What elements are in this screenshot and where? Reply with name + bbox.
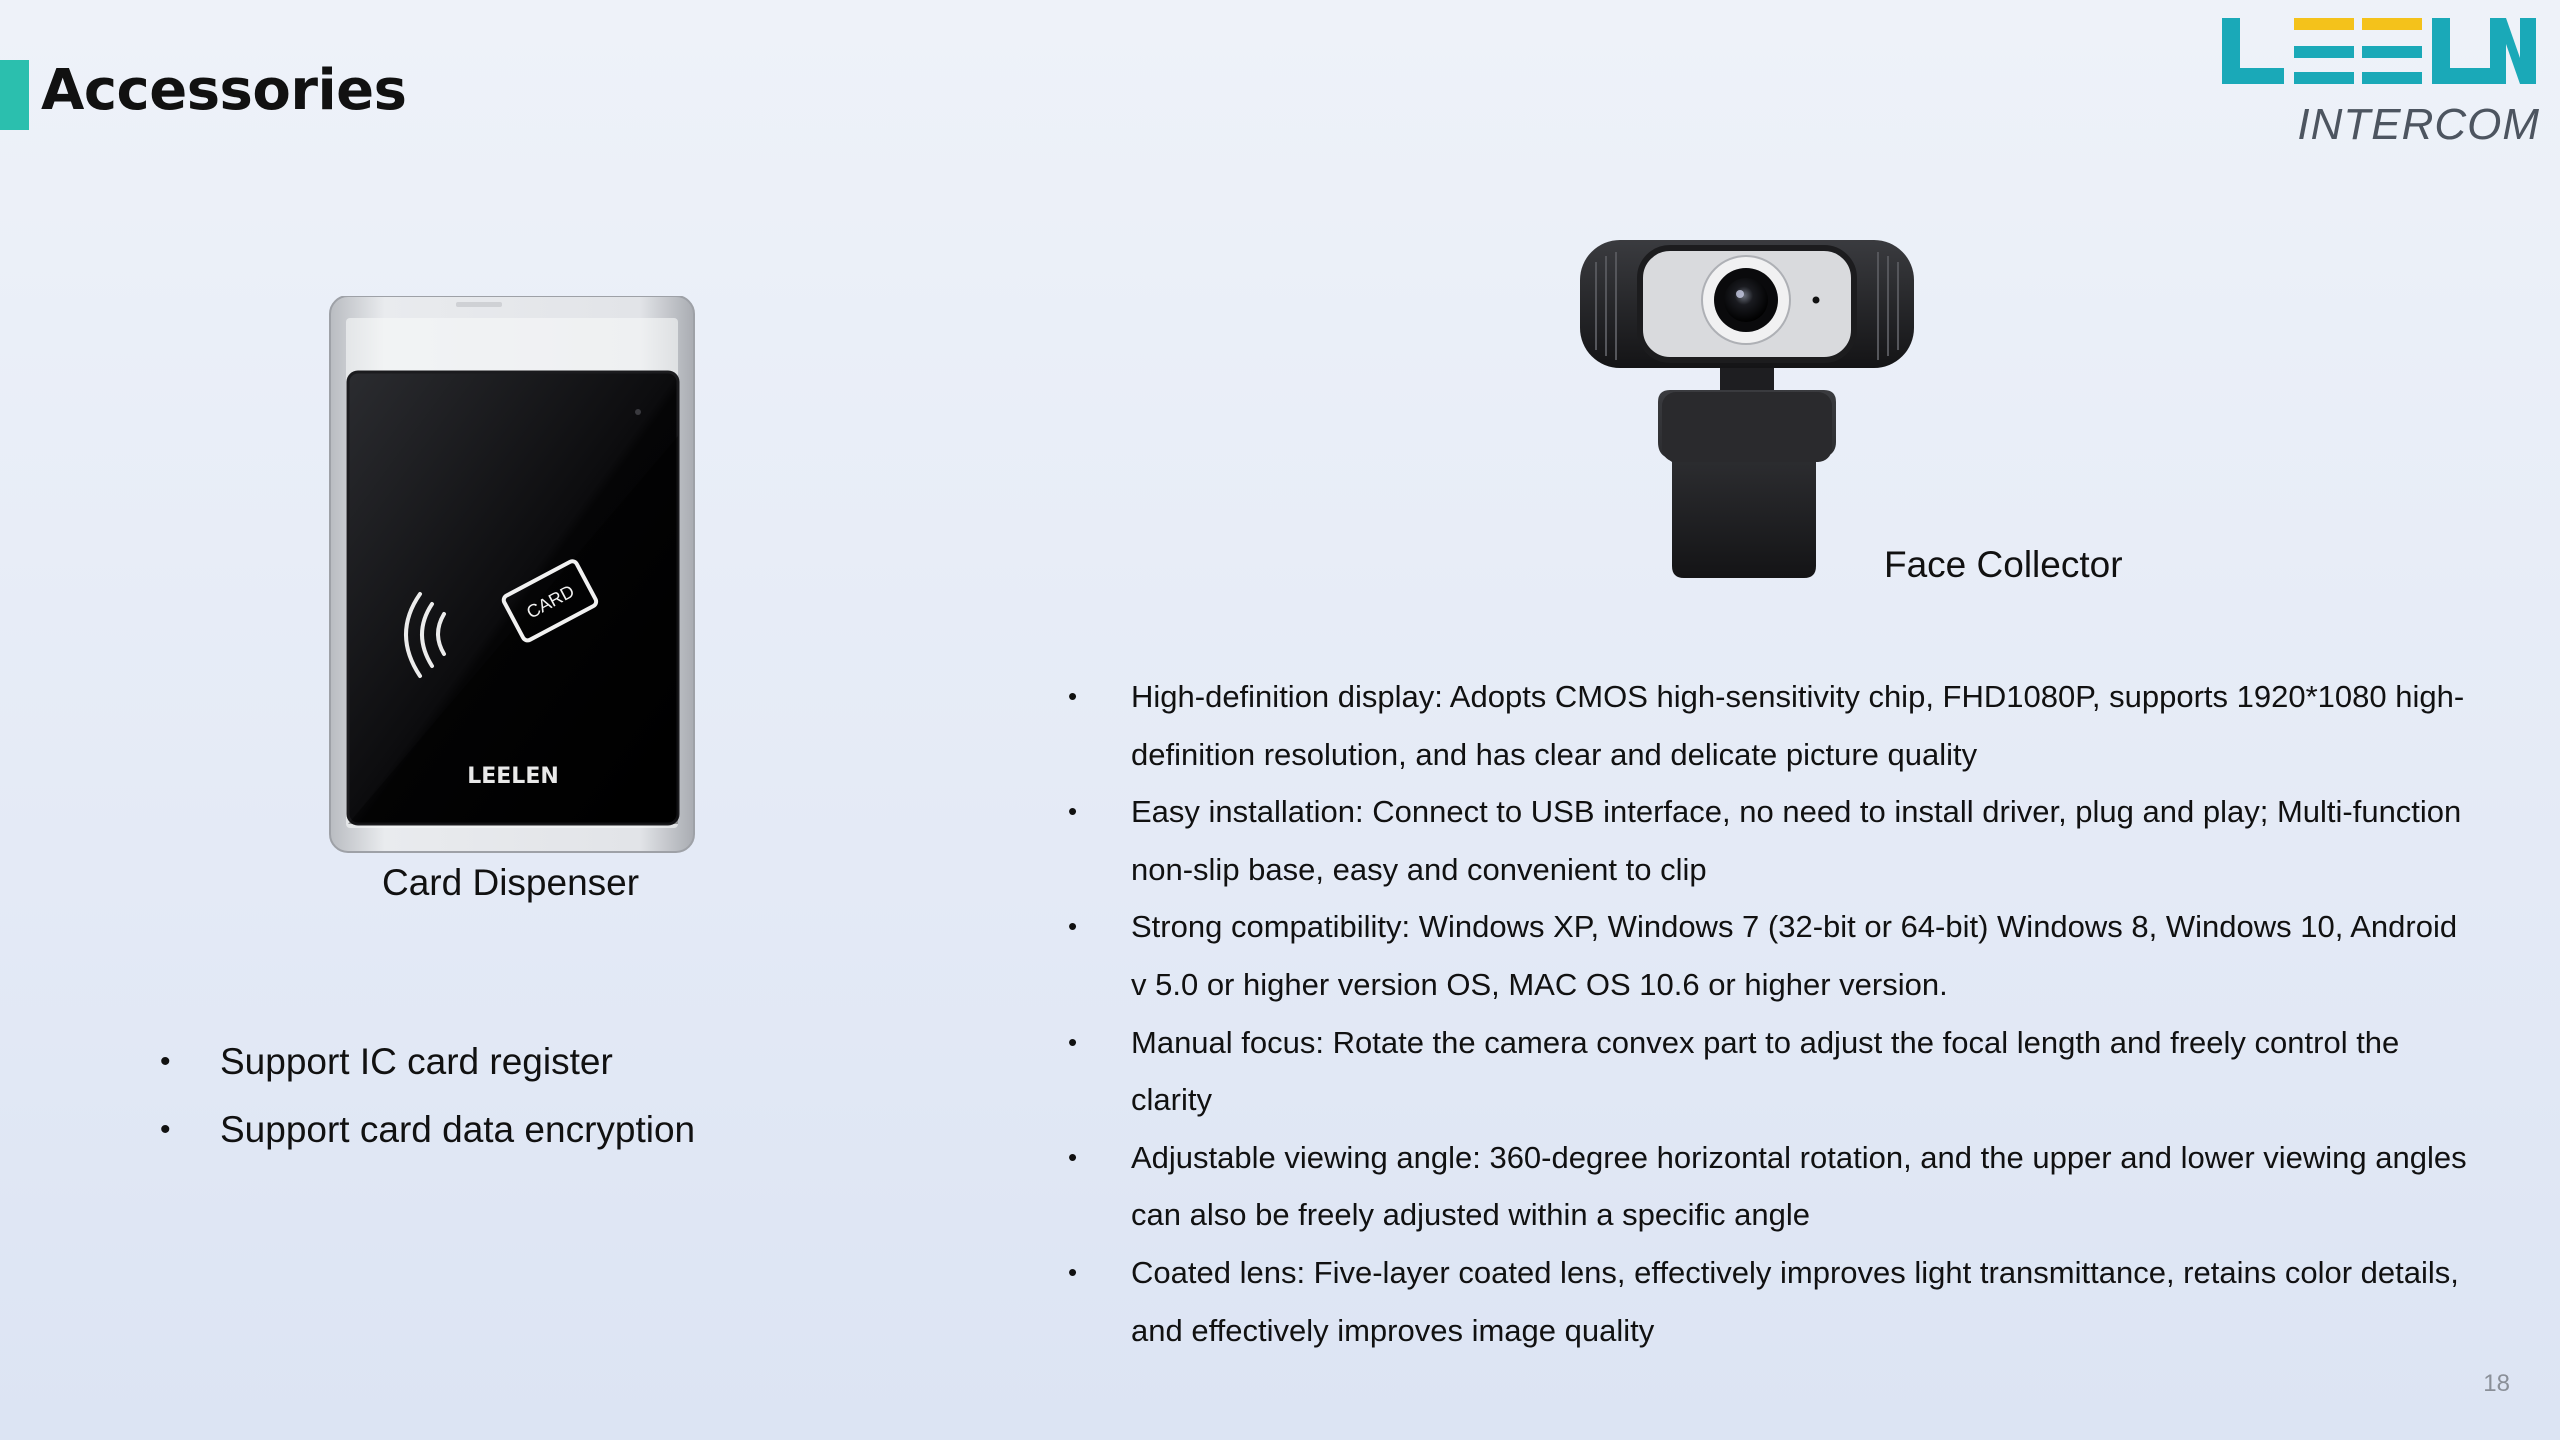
card-dispenser-image <box>326 296 698 856</box>
leelen-brand-mark <box>2218 14 2540 94</box>
face-collector-feature-list <box>1068 668 2468 1359</box>
title-accent-bar <box>0 60 29 130</box>
list-item: • Adjustable viewing angle: 360-degree horizontal rotation, and the upper and lower viewing angles can also be freely adjusted within a specific angle <box>1068 1129 2468 1244</box>
card-dispenser-feature-list <box>160 1028 695 1164</box>
list-item: • Support IC card register <box>160 1028 695 1096</box>
list-item: • Strong compatibility: Windows XP, Windows 7 (32-bit or 64-bit) Windows 8, Windows 10, Android v 5.0 or higher version OS, MAC OS 10.6 or higher version. <box>1068 898 2468 1013</box>
device-brand-label: LEELEN <box>467 764 559 789</box>
leelen-logo <box>2218 14 2540 149</box>
list-item: • Easy installation: Connect to USB interface, no need to install driver, plug and play; Multi-function non-slip base, easy and convenient to clip <box>1068 783 2468 898</box>
page-number: 18 <box>2483 1370 2510 1397</box>
face-collector-image <box>1578 232 1918 592</box>
page-title: Accessories <box>41 58 407 123</box>
list-item: • Support card data encryption <box>160 1096 695 1164</box>
list-item: • High-definition display: Adopts CMOS high-sensitivity chip, FHD1080P, supports 1920*1080 high-definition resolution, and has clear and delicate picture quality <box>1068 668 2468 783</box>
logo-subtitle: INTERCOM <box>2297 100 2540 149</box>
list-item: • Coated lens: Five-layer coated lens, effectively improves light transmittance, retains color details, and effectively improves image quality <box>1068 1244 2468 1359</box>
card-dispenser-caption: Card Dispenser <box>382 862 640 903</box>
card-icon-label: CARD <box>523 580 578 623</box>
list-item: • Manual focus: Rotate the camera convex part to adjust the focal length and freely control the clarity <box>1068 1014 2468 1129</box>
face-collector-caption: Face Collector <box>1884 544 2123 585</box>
